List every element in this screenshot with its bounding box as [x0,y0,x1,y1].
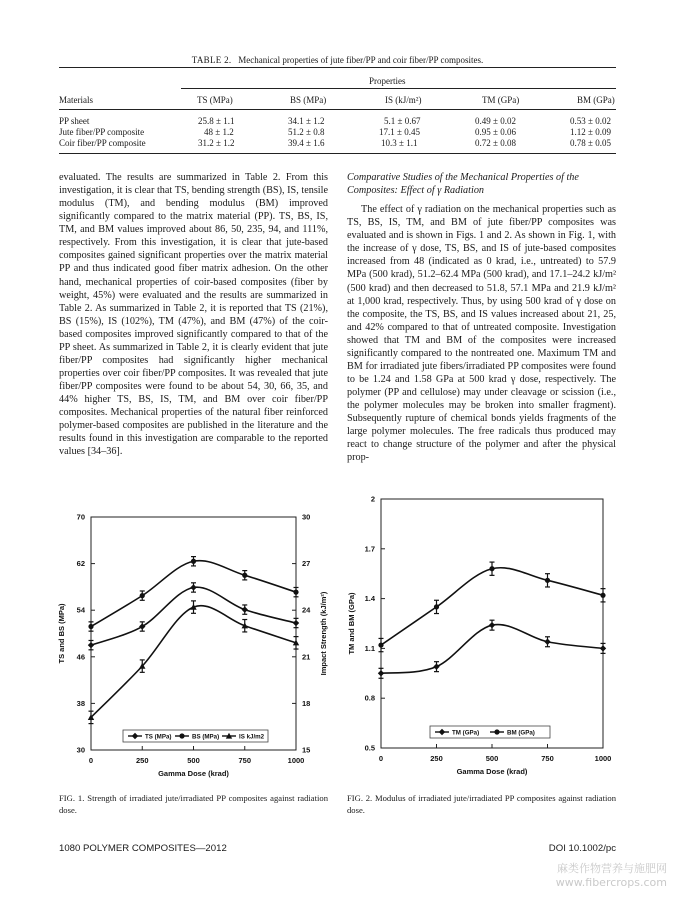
fig1-series-2-line [91,606,296,718]
fig1-ytick-label-1: 38 [76,698,85,708]
table-header-rule [59,109,616,110]
table-header-group: Properties [369,76,406,86]
fig1-y2tick-label-0: 15 [302,745,311,755]
fig2-xtick-label-1: 250 [430,754,443,763]
fig1-y2label: Impact Strength (kJ/m²) [319,591,328,676]
table-row-0-bs: 34.1 ± 1.2 [288,116,325,126]
fig2-series-1-point-2 [489,566,494,571]
table-top-rule [59,67,616,68]
fig2-series-1-point-4 [600,593,605,598]
table-row-1-ts: 48 ± 1.2 [204,127,234,137]
table-row-0-is: 5.1 ± 0.67 [384,116,421,126]
fig1-ytick-label-4: 62 [76,559,85,569]
fig1-y2tick-label-4: 27 [302,559,311,569]
fig2-series-1-line [381,568,603,645]
table-header-materials: Materials [59,95,93,105]
fig1-legend-label-1: BS (MPa) [192,733,220,741]
fig1-xtick-label-0: 0 [88,756,94,765]
figure-1-chart [55,505,340,790]
fig2-legend-marker-1 [494,729,499,734]
fig1-ytick-label-3: 54 [76,605,85,615]
fig2-xtick-label-2: 500 [485,754,499,763]
fig2-xtick-label-0: 0 [378,754,384,763]
fig2-ytick-label-4: 1.7 [364,544,375,554]
fig1-series-1-line [91,561,296,627]
fig2-series-0-point-4 [600,645,606,651]
fig2-xtick-label-4: 1000 [594,754,612,763]
fig2-legend-label-1: BM (GPa) [507,729,535,737]
fig1-ytick-label-5: 70 [76,512,85,522]
fig2-series-1-point-1 [434,604,439,609]
fig1-series-1-point-0 [88,624,93,629]
figure-2-caption: FIG. 2. Modulus of irradiated jute/irradiated PP composites against radiation dose. [347,793,616,815]
fig2-xlabel: Gamma Dose (krad) [456,767,528,776]
fig2-series-0-point-3 [544,639,550,645]
fig1-xtick-label-3: 750 [238,756,252,765]
fig1-series-1-point-1 [140,593,145,598]
fig1-legend-label-2: IS kJ/m2 [239,733,265,741]
fig1-series-0-point-2 [190,584,196,590]
fig2-ytick-label-5: 2 [370,494,375,504]
site-watermark [556,862,667,890]
table-caption-text: Mechanical properties of jute fiber/PP and coir fiber/PP composites. [238,55,484,65]
table-row-2-tm: 0.72 ± 0.08 [475,138,516,148]
fig2-ytick-label-2: 1.1 [364,643,375,653]
table-row-2-ts: 31.2 ± 1.2 [198,138,235,148]
table-row-0-bm: 0.53 ± 0.02 [570,116,611,126]
table-row-1-bs: 51.2 ± 0.8 [288,127,325,137]
fig2-series-0-point-1 [433,663,439,669]
table-row-0-ts: 25.8 ± 1.1 [198,116,235,126]
fig1-series-0-line [91,587,296,645]
fig1-y2tick-label-3: 24 [302,605,311,615]
table-row-1-material: Jute fiber/PP composite [59,127,145,137]
table-caption [60,55,615,65]
table-group-rule [181,88,616,89]
fig1-series-1-point-3 [242,573,247,578]
section-heading: Comparative Studies of the Mechanical Properties of the Composites: Effect of γ Radiation [347,172,579,197]
fig1-xtick-label-4: 1000 [287,756,305,765]
fig1-xtick-label-1: 250 [135,756,149,765]
fig1-xlabel: Gamma Dose (krad) [158,769,229,778]
watermark-line-2: www.fibercrops.com [555,876,667,889]
fig2-series-0-point-0 [378,670,384,676]
fig1-series-1-point-2 [191,559,196,564]
figure-1-caption: FIG. 1. Strength of irradiated jute/irradiated PP composites against radiation dose. [59,793,328,815]
fig1-series-1-point-4 [293,590,298,595]
left-column [59,171,328,458]
fig2-series-1-point-3 [545,578,550,583]
watermark-line-1: 麻类作物营养与施肥网 [557,862,667,875]
table-header-tm: TM (GPa) [482,95,520,105]
fig2-xtick-label-3: 750 [541,754,554,763]
table-row-1-is: 17.1 ± 0.45 [379,127,420,137]
fig2-legend-label-0: TM (GPa) [452,729,480,737]
table-header-bm: BM (GPa) [577,95,615,105]
figure-2-chart [345,490,630,790]
fig1-legend-marker-1 [179,733,184,738]
fig2-series-0-point-2 [489,622,495,628]
fig2-series-0-line [381,625,603,674]
right-column [347,171,616,464]
fig1-ylabel: TS and BS (MPa) [57,603,66,664]
fig1-y2tick-label-2: 21 [302,652,311,662]
fig1-ytick-label-2: 46 [76,652,85,662]
table-row-2-bm: 0.78 ± 0.05 [570,138,611,148]
table-row-2-bs: 39.4 ± 1.6 [288,138,325,148]
table-row-1-tm: 0.95 ± 0.06 [475,127,516,137]
fig1-ytick-label-0: 30 [76,745,85,755]
fig1-y2tick-label-1: 18 [302,698,311,708]
table-caption-label: TABLE 2. [191,55,232,65]
table-row-2-material: Coir fiber/PP composite [59,138,146,148]
table-header-is: IS (kJ/m²) [385,95,422,105]
fig1-series-0-point-0 [88,642,94,648]
fig2-ytick-label-0: 0.5 [364,743,375,753]
fig1-series-0-point-4 [293,620,299,626]
table-row-1-bm: 1.12 ± 0.09 [570,127,611,137]
table-bottom-rule [59,153,616,154]
fig2-ytick-label-1: 0.8 [364,693,375,703]
fig1-series-0-point-3 [242,606,248,612]
fig2-ylabel: TM and BM (GPa) [347,592,356,655]
fig2-ytick-label-3: 1.4 [364,594,375,604]
right-paragraph: The effect of γ radiation on the mechanical properties such as TS, BS, IS, TM, and BM of jute fiber/PP composites was evaluated and is shown in Figs. 1 and 2. As shown in Fig. 1, with the increase of γ dose, TS, BS, and IS of jute-based composites increased from 48 (indicated as 0 krad, i.e., untreated) to 57.9 MPa (500 krad), 51.2–62.4 MPa (500 krad), and 17.1–24.2 kJ/m² (500 krad) and then decreased to 51.8, 57.1 MPa and 21.9 kJ/m² at 1,000 krad, respectively. Thus, by using 500 krad of γ dose on the composite, the TS, BS, and IS values increased about 21, 25, and 42% compared to that of untreated composite. Investigation showed that TM and BM of the composites were increased significantly compared to the nontreated one. Maximum TM and BM for irradiated jute fibers/irradiated PP composites were found to be 1.24 and 1.58 GPa at 500 krad γ dose, respectively. The polymer (PP and cellulose) may under cleavage or scission (i.e., the polymer molecules may be broken into smaller fragment). Subsequently rupture of chemical bonds yields fragments of the large polymer molecules. The free radicals thus produced may react to change structure of the polymer and after the physical prop- [347,204,616,464]
left-paragraph: evaluated. The results are summarized in Table 2. From this investigation, it is clear that TS, bending strength (BS), IS, tensile modulus (TM), and bending modulus (BM) improved significantly compared to the matrix material (PP). TS, BS, IS, TM, and BM values improved about 86, 50, 235, 94, and 111%, respectively. From this investigation, it is clear that jute-based composites gained significant properties over the matrix material PP and thus indicated good fiber matrix adhesion. On the other hand, mechanical properties of coir-based composites (fiber by weight, 45%) were evaluated and the results are summarized in Table 2. As summarized in Table 2, it is reported that TS (21%), BS (15%), IS (102%), TM (47%), and BM (47%) of the coir-based composites improved significantly compared to that of the PP sheet. As summarized in Table 2, it is clearly evident that jute fiber/PP composites had significantly higher mechanical properties over coir fiber/PP composites. It was revealed that jute fiber/PP composites were found to be about 54, 30, 66, 35, and 44% higher TS, BS, IS, TM, and BM over coir fiber/PP composites. Mechanical properties of the natural fiber reinforced polymer-based composites are published in the literature and the results found in this investigation are comparable to the reported values [34–36]. [59,172,328,458]
table-header-bs: BS (MPa) [290,95,327,105]
fig1-xtick-label-2: 500 [187,756,200,765]
fig2-series-1-point-0 [378,642,383,647]
table-header-ts: TS (MPa) [197,95,233,105]
fig1-y2tick-label-5: 30 [302,512,311,522]
footer-page-info: 1080 POLYMER COMPOSITES—2012 [59,843,227,854]
table-row-0-tm: 0.49 ± 0.02 [475,116,516,126]
table-row-2-is: 10.3 ± 1.1 [381,138,418,148]
table-row-0-material: PP sheet [59,116,90,126]
footer-doi: DOI 10.1002/pc [548,843,616,854]
fig1-legend-label-0: TS (MPa) [145,733,172,741]
